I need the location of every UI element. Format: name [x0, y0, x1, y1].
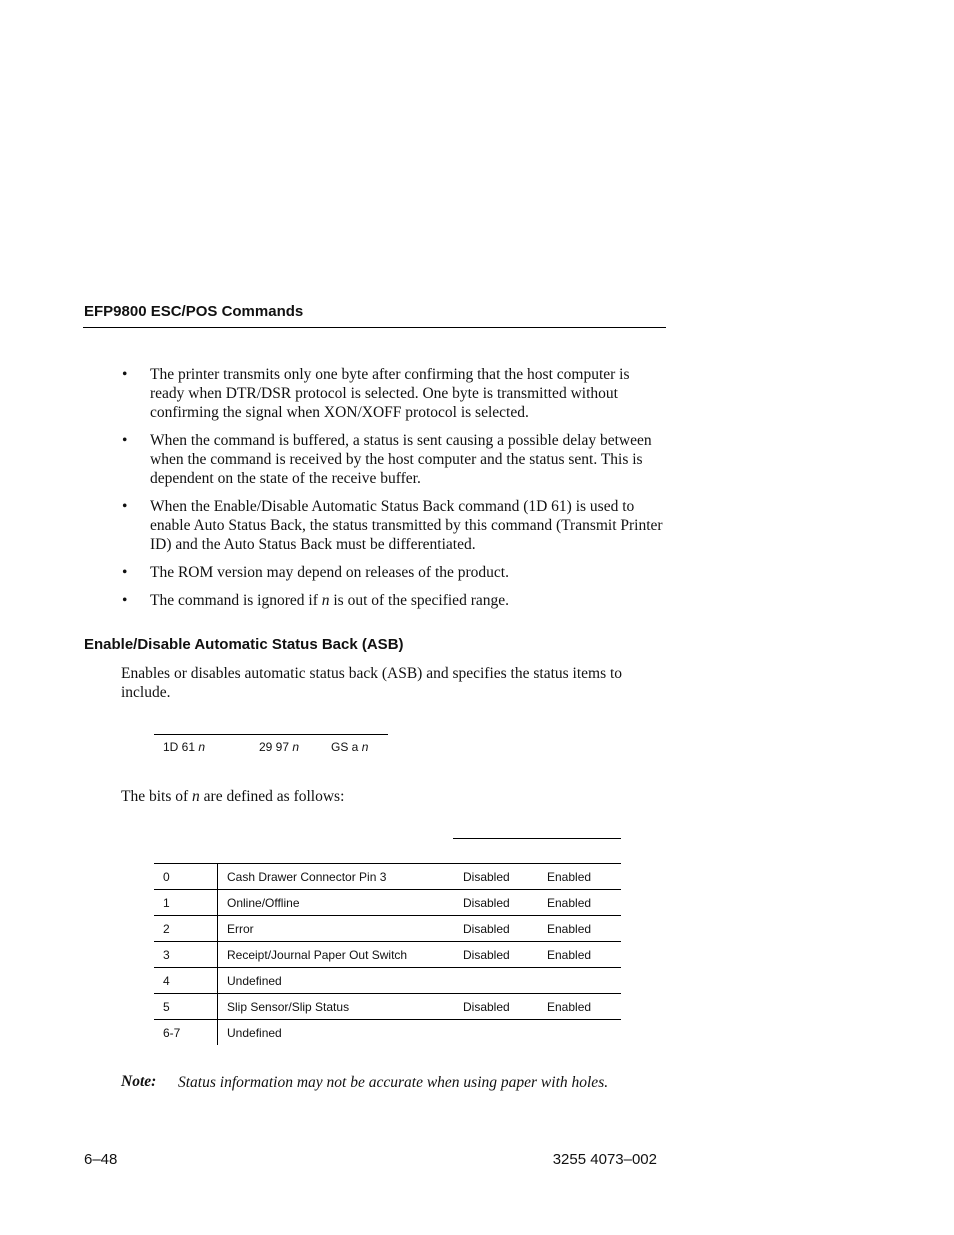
bit-function: Cash Drawer Connector Pin 3 — [218, 864, 455, 890]
document-number: 3255 4073–002 — [552, 1151, 657, 1168]
bit-function: Undefined — [218, 968, 455, 994]
bit-number: 3 — [154, 942, 218, 968]
note-text: Status information may not be accurate when using paper with holes. — [178, 1074, 609, 1091]
bit-function: Receipt/Journal Paper Out Switch — [218, 942, 455, 968]
page-header-title: EFP9800 ESC/POS Commands — [84, 303, 304, 320]
notes-bullet-list — [122, 365, 667, 619]
bit-on-value — [538, 1020, 621, 1046]
bit-off-value — [454, 968, 538, 994]
bit-on-value: Enabled — [538, 864, 621, 890]
bit-number: 4 — [154, 968, 218, 994]
bit-function: Online/Offline — [218, 890, 455, 916]
bit-function: Error — [218, 916, 455, 942]
table-header-rule — [453, 838, 621, 839]
bit-off-value: Disabled — [454, 864, 538, 890]
note-label: Note: — [121, 1073, 157, 1090]
section-heading: Enable/Disable Automatic Status Back (ASB) — [84, 636, 404, 653]
bullet-item: • The ROM version may depend on releases of the product. — [122, 563, 667, 582]
bit-off-value: Disabled — [454, 890, 538, 916]
bits-intro-after: are defined as follows: — [199, 788, 345, 805]
bit-on-value: Enabled — [538, 942, 621, 968]
bullet-text-after: is out of the specified range. — [329, 592, 509, 609]
bit-off-value: Disabled — [454, 994, 538, 1020]
section-intro: Enables or disables automatic status back (ASB) and specifies the status items to include. — [121, 665, 623, 701]
variable-n: n — [321, 592, 330, 609]
bit-off-value: Disabled — [454, 916, 538, 942]
bits-intro-var: n — [192, 788, 200, 805]
code-decimal — [259, 740, 299, 754]
bit-on-value — [538, 968, 621, 994]
bit-on-value: Enabled — [538, 994, 621, 1020]
bits-table — [154, 863, 621, 1045]
bit-number: 2 — [154, 916, 218, 942]
bit-function: Slip Sensor/Slip Status — [218, 994, 455, 1020]
bit-number: 5 — [154, 994, 218, 1020]
bit-number: 6-7 — [154, 1020, 218, 1046]
header-rule — [83, 327, 666, 328]
table-row — [154, 864, 621, 890]
code-dec-var: n — [292, 740, 300, 754]
bullet-item: • When the command is buffered, a status is sent causing a possible delay between when the command is received by the host computer and the status sent. This is dependent on the state of the receive buffer. — [122, 431, 667, 488]
code-rule — [154, 734, 388, 735]
bit-number: 0 — [154, 864, 218, 890]
bit-function: Undefined — [227, 1025, 282, 1040]
bullet-item: • The printer transmits only one byte after confirming that the host computer is ready when DTR/DSR protocol is selected. One byte is transmitted without confirming the signal when XON/XOFF protocol is selected. — [122, 365, 667, 422]
bullet-text-before: The command is ignored if — [150, 592, 322, 609]
bullet-item — [122, 591, 667, 610]
code-hex-var: n — [198, 740, 206, 754]
bits-intro — [121, 788, 344, 806]
table-row — [154, 890, 621, 916]
bit-on-value: Enabled — [538, 916, 621, 942]
table-row — [154, 994, 621, 1020]
code-ascii-var: n — [361, 740, 369, 754]
code-ascii — [331, 740, 368, 754]
bits-intro-before: The bits of — [121, 788, 193, 805]
table-row — [154, 942, 621, 968]
bit-off-value — [454, 1020, 538, 1046]
code-hex — [163, 740, 205, 754]
table-row — [154, 968, 621, 994]
table-row — [154, 1020, 621, 1046]
code-ascii-prefix: GS a — [331, 740, 362, 754]
code-dec-prefix: 29 97 — [259, 740, 293, 754]
bit-on-value: Enabled — [538, 890, 621, 916]
bit-off-value: Disabled — [454, 942, 538, 968]
bit-number: 1 — [154, 890, 218, 916]
table-row — [154, 916, 621, 942]
bullet-item: • When the Enable/Disable Automatic Status Back command (1D 61) is used to enable Auto Status Back, the status transmitted by this command (Transmit Printer ID) and the Auto Status Back must be differentiated. — [122, 497, 667, 554]
code-hex-prefix: 1D 61 — [163, 740, 199, 754]
page-number: 6–48 — [84, 1151, 118, 1168]
